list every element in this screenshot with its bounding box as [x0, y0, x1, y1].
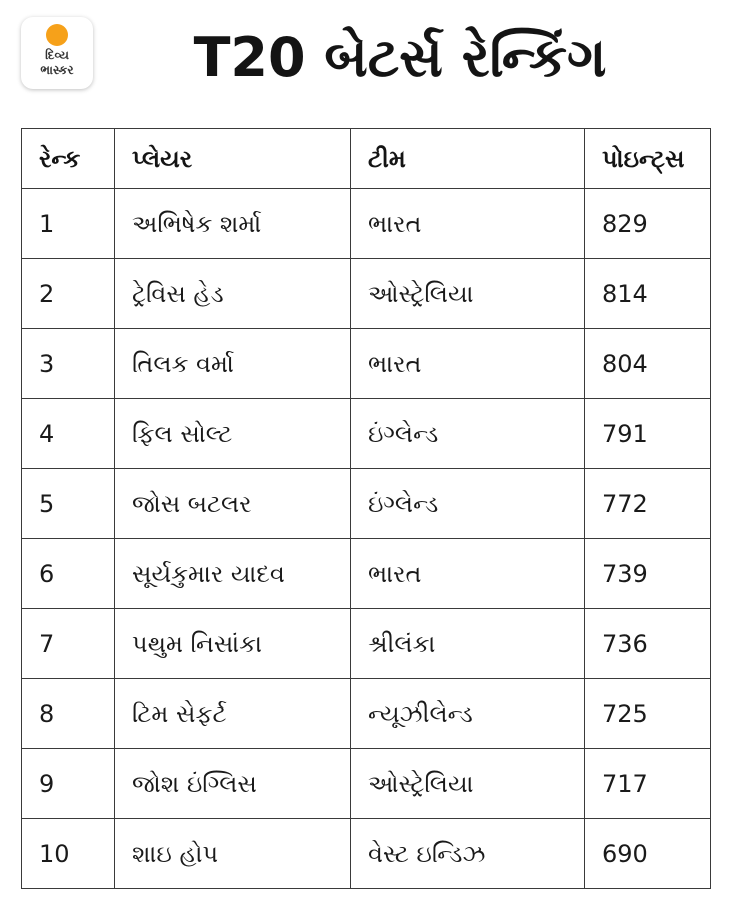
- rank-cell: 10: [22, 819, 115, 889]
- table-row: [22, 749, 711, 819]
- header-rank: રેન્ક: [22, 129, 115, 189]
- team-cell: વેસ્ટ ઇન્ડિઝ: [351, 819, 585, 889]
- header-player: પ્લેયર: [115, 129, 351, 189]
- points-cell: 814: [585, 259, 711, 329]
- rank-cell: 2: [22, 259, 115, 329]
- team-cell: શ્રીલંકા: [351, 609, 585, 679]
- sun-icon: [46, 24, 68, 46]
- rank-cell: 9: [22, 749, 115, 819]
- page-title: T20 બેટર્સ રેન્કિંગ: [193, 26, 607, 89]
- team-cell: ઇંગ્લેન્ડ: [351, 399, 585, 469]
- player-cell: પથુમ નિસાંકા: [115, 609, 351, 679]
- rank-cell: 6: [22, 539, 115, 609]
- table-row: [22, 469, 711, 539]
- rank-cell: 1: [22, 189, 115, 259]
- table-row: [22, 329, 711, 399]
- team-cell: ઓસ્ટ્રેલિયા: [351, 749, 585, 819]
- rank-cell: 3: [22, 329, 115, 399]
- player-cell: શાઇ હોપ: [115, 819, 351, 889]
- points-cell: 736: [585, 609, 711, 679]
- team-cell: ભારત: [351, 329, 585, 399]
- points-cell: 791: [585, 399, 711, 469]
- table-row: [22, 609, 711, 679]
- player-cell: ટ્રેવિસ હેડ: [115, 259, 351, 329]
- table-row: [22, 679, 711, 749]
- points-cell: 772: [585, 469, 711, 539]
- table-row: [22, 539, 711, 609]
- points-cell: 739: [585, 539, 711, 609]
- points-cell: 829: [585, 189, 711, 259]
- table-row: [22, 259, 711, 329]
- table-row: [22, 189, 711, 259]
- player-cell: ટિમ સેફર્ટ: [115, 679, 351, 749]
- player-cell: જોસ બટલર: [115, 469, 351, 539]
- team-cell: ઇંગ્લેન્ડ: [351, 469, 585, 539]
- rankings-table: [21, 128, 711, 889]
- points-cell: 690: [585, 819, 711, 889]
- player-cell: ફિલ સોલ્ટ: [115, 399, 351, 469]
- header-points: પોઇન્ટ્સ: [585, 129, 711, 189]
- team-cell: ન્યૂઝીલેન્ડ: [351, 679, 585, 749]
- table-row: [22, 819, 711, 889]
- logo-text-line1: દિવ્ય: [45, 48, 69, 62]
- logo-text-line2: ભાસ્કર: [40, 63, 74, 77]
- player-cell: જોશ ઇંગ્લિસ: [115, 749, 351, 819]
- team-cell: ભારત: [351, 189, 585, 259]
- points-cell: 717: [585, 749, 711, 819]
- rank-cell: 4: [22, 399, 115, 469]
- points-cell: 725: [585, 679, 711, 749]
- player-cell: સૂર્યકુમાર યાદવ: [115, 539, 351, 609]
- rank-cell: 7: [22, 609, 115, 679]
- divya-bhaskar-logo: [21, 17, 93, 89]
- header-team: ટીમ: [351, 129, 585, 189]
- player-cell: અભિષેક શર્મા: [115, 189, 351, 259]
- player-cell: તિલક વર્મા: [115, 329, 351, 399]
- rank-cell: 5: [22, 469, 115, 539]
- team-cell: ઓસ્ટ્રેલિયા: [351, 259, 585, 329]
- team-cell: ભારત: [351, 539, 585, 609]
- table-header-row: [22, 129, 711, 189]
- table-row: [22, 399, 711, 469]
- rank-cell: 8: [22, 679, 115, 749]
- points-cell: 804: [585, 329, 711, 399]
